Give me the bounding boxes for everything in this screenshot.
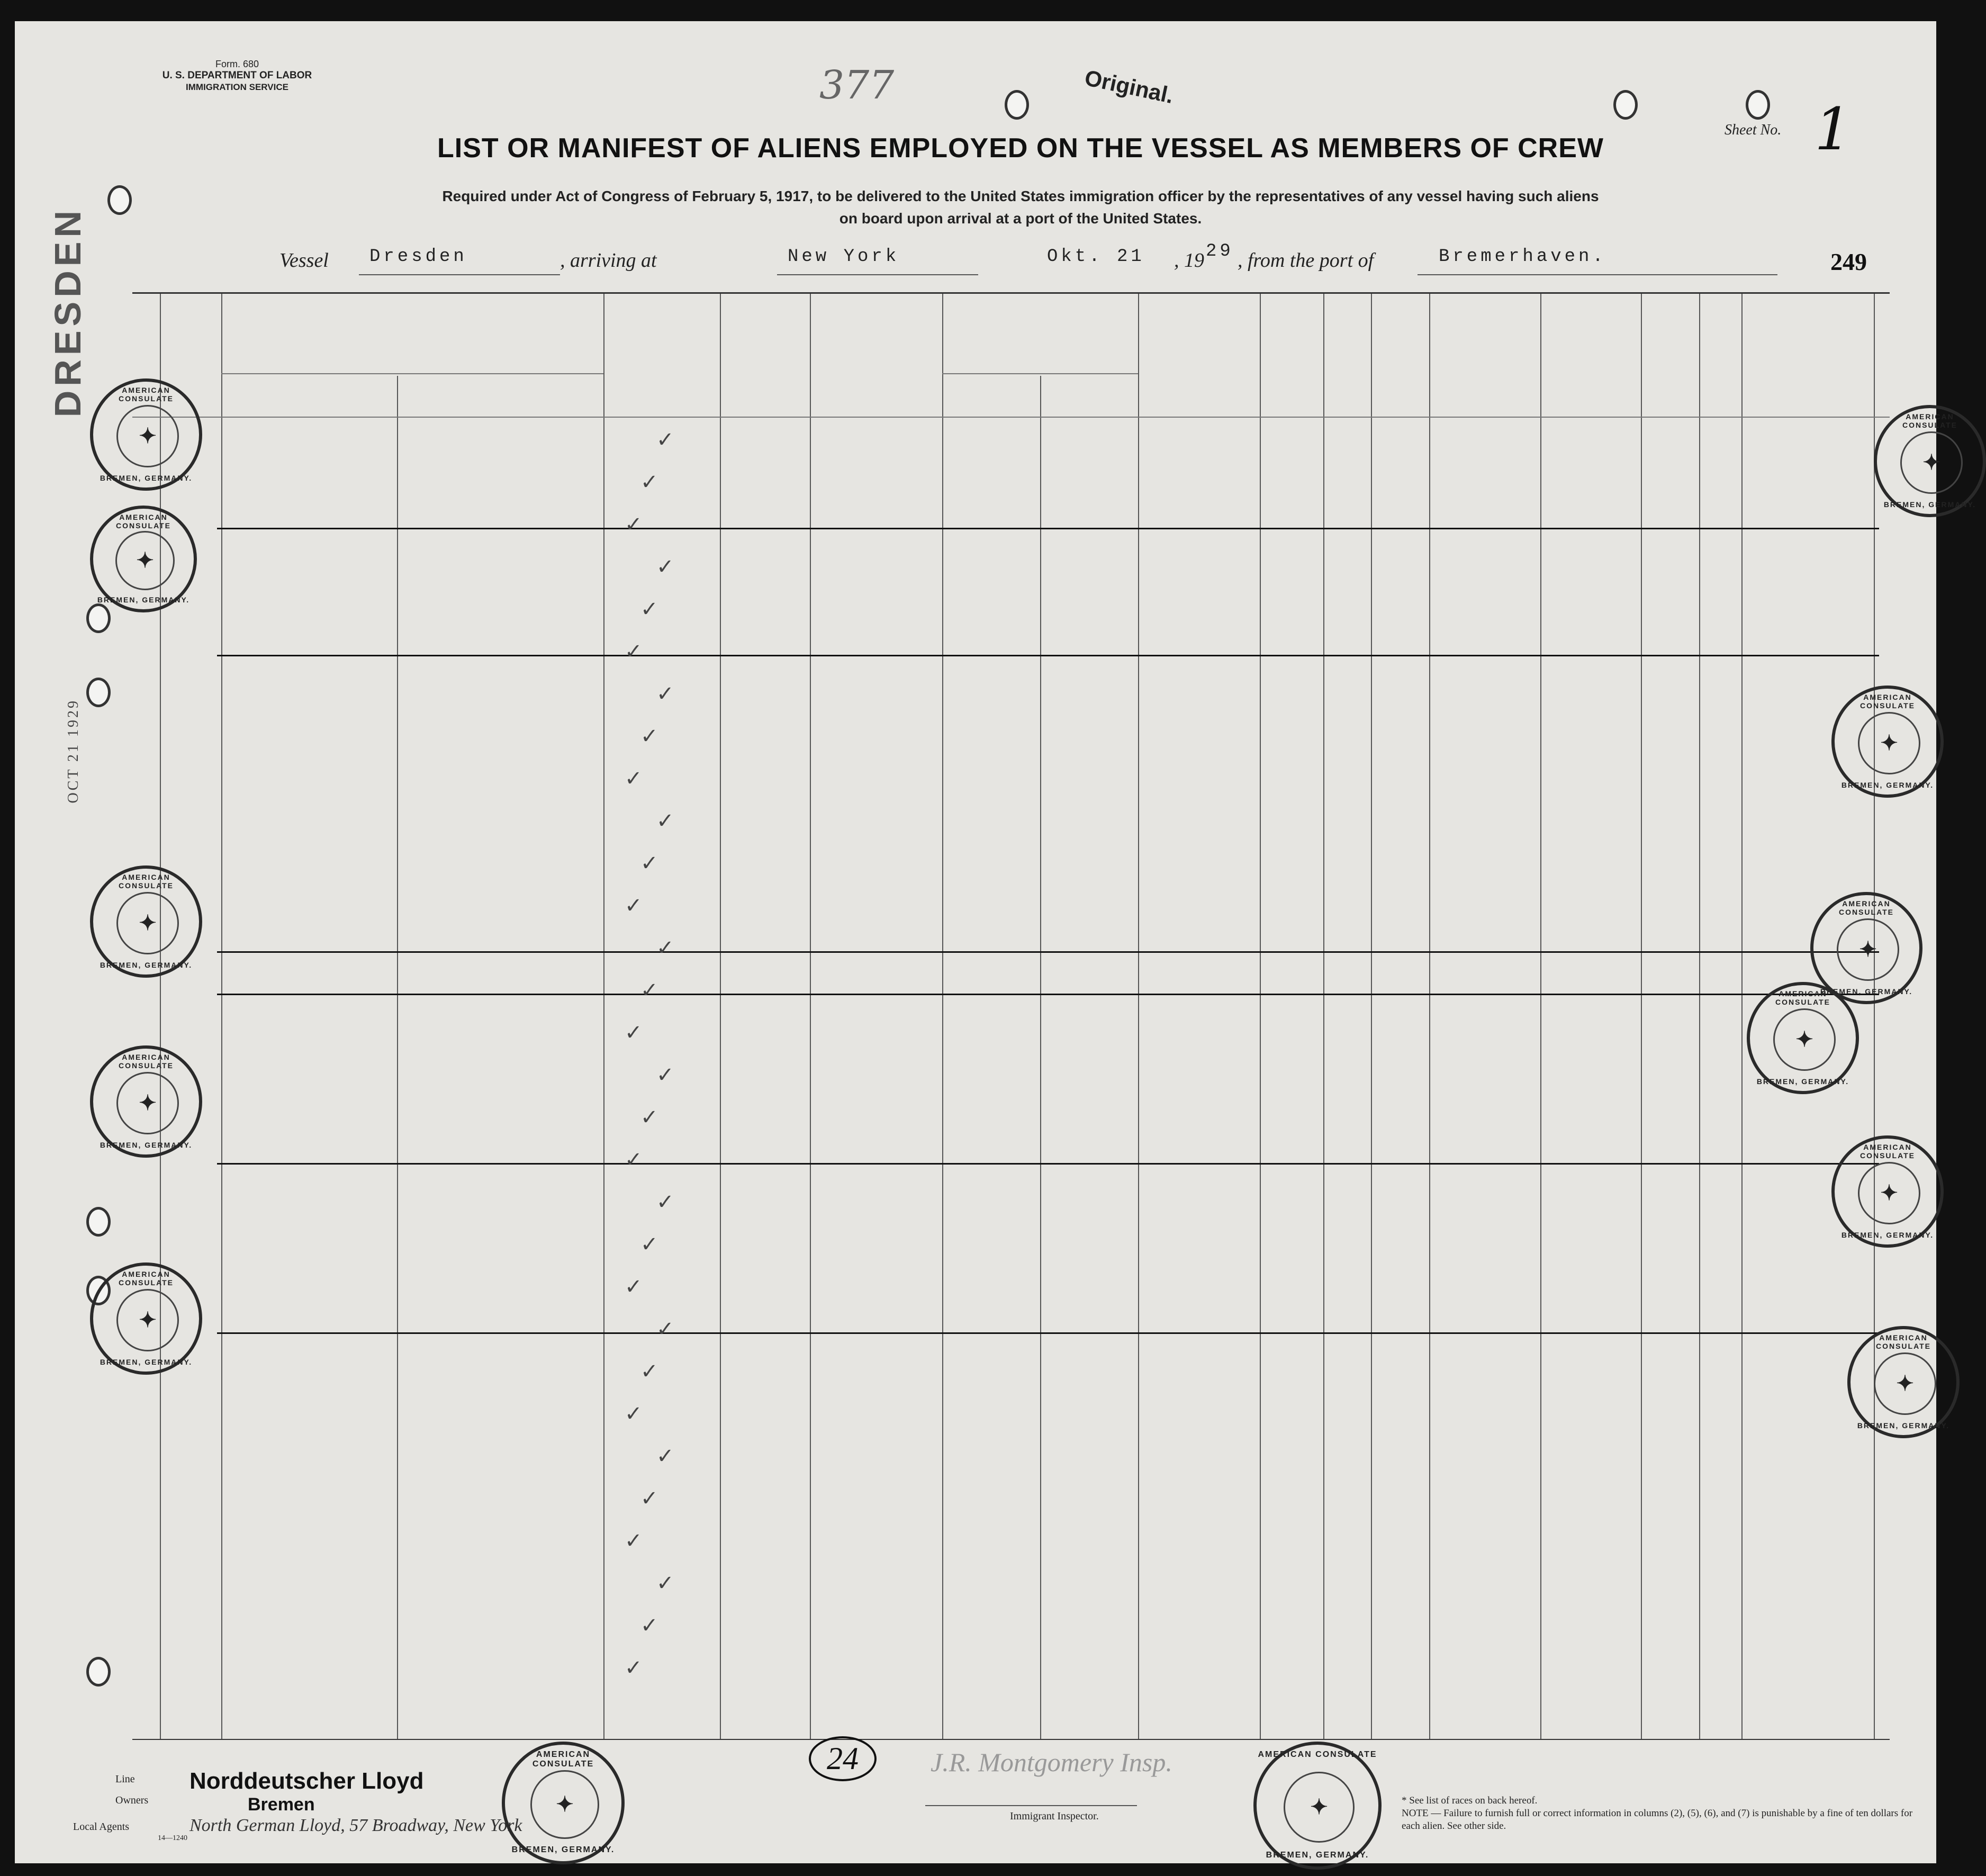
seal-text-bottom: BREMEN, GERMANY. [100, 1141, 193, 1149]
form-number: Form. 680 [215, 59, 259, 69]
eagle-emblem-icon: ✦ [1858, 1162, 1920, 1224]
consulate-seal [502, 1742, 625, 1864]
crew-count: 24 [809, 1736, 877, 1781]
seal-text-top: AMERICAN CONSULATE [1902, 412, 1958, 429]
check-mark: ✓ [625, 1529, 643, 1553]
form-header [137, 58, 338, 93]
eagle-emblem-icon: ✦ [1837, 918, 1899, 981]
strike-through-line [217, 1163, 1879, 1165]
inspector-signature-line [925, 1805, 1137, 1806]
vessel-value: Dresden [369, 247, 467, 267]
footer [15, 1736, 1936, 1863]
check-mark: ✓ [656, 1317, 674, 1341]
punch-hole [86, 678, 111, 707]
strike-through-line [217, 655, 1879, 656]
consulate-seal [1253, 1742, 1382, 1870]
arriving-underline [777, 274, 978, 275]
check-mark: ✓ [625, 512, 643, 536]
crew-table [97, 292, 1976, 1740]
form-code: 14—1240 [158, 1834, 187, 1842]
column-rule [1138, 294, 1139, 1739]
consulate-seal [1847, 1326, 1960, 1438]
consulate-seal [1831, 1135, 1944, 1248]
check-mark: ✓ [625, 894, 643, 917]
check-mark: ✓ [656, 555, 674, 579]
date-year: 29 [1206, 241, 1234, 261]
department-name: U. S. DEPARTMENT OF LABOR [162, 70, 312, 81]
seal-text-bottom: BREMEN, GERMANY. [1841, 1231, 1934, 1239]
column-rule [1323, 294, 1324, 1739]
vessel-label: Vessel [279, 249, 329, 272]
punch-hole [1746, 90, 1770, 120]
consulate-seal [90, 506, 197, 612]
seal-text-top: AMERICAN CONSULATE [118, 1053, 174, 1070]
side-date-stamp: OCT 21 1929 [65, 699, 82, 804]
agents-label: Local Agents [73, 1821, 130, 1833]
column-rule [1040, 376, 1041, 1739]
column-rule [1641, 294, 1642, 1739]
punch-hole [1613, 90, 1638, 120]
line-name: Norddeutscher Lloyd [189, 1768, 424, 1794]
consulate-seal [1747, 982, 1859, 1094]
inspector-label: Immigrant Inspector. [1010, 1810, 1099, 1822]
eagle-emblem-icon: ✦ [116, 405, 179, 467]
check-mark: ✓ [656, 936, 674, 960]
seal-text-top: AMERICAN CONSULATE [1859, 693, 1916, 710]
seal-text-bottom: BREMEN, GERMANY. [1841, 781, 1934, 789]
vessel-underline [359, 274, 560, 275]
header-rule [132, 417, 1890, 418]
from-port-value: Bremerhaven. [1439, 247, 1606, 267]
check-mark: ✓ [640, 1613, 658, 1637]
check-mark: ✓ [656, 1444, 674, 1468]
footer-note [1402, 1794, 1931, 1833]
check-mark: ✓ [625, 1148, 643, 1171]
subtitle-line-1: Required under Act of Congress of February 5, 1917, to be delivered to the United States immigration officer by the representatives of any vessel having such aliens [442, 188, 1599, 204]
check-mark: ✓ [625, 1656, 643, 1680]
eagle-emblem-icon: ✦ [1284, 1772, 1355, 1843]
column-rule [1371, 294, 1372, 1739]
arriving-value: New York [788, 247, 900, 267]
punch-hole [107, 185, 132, 215]
check-mark: ✓ [640, 1359, 658, 1383]
manifest-page [15, 21, 1976, 1863]
column-rule [397, 376, 398, 1739]
inspector-signature: J.R. Montgomery Insp. [931, 1747, 1172, 1777]
check-mark: ✓ [656, 809, 674, 833]
seal-text-bottom: BREMEN, GERMANY. [1820, 987, 1913, 996]
seal-text-bottom: BREMEN, GERMANY. [100, 961, 193, 969]
sheet-number: 1 [1815, 95, 1852, 163]
seal-text-bottom: BREMEN, GERMANY. [1857, 1421, 1950, 1430]
strike-through-line [217, 528, 1879, 529]
sheet-label: Sheet No. [1725, 122, 1782, 138]
seal-text-top: AMERICAN CONSULATE [1258, 1750, 1377, 1759]
check-mark: ✓ [640, 851, 658, 875]
check-mark: ✓ [640, 978, 658, 1002]
column-rule [720, 294, 721, 1739]
check-mark: ✓ [625, 1275, 643, 1298]
header-rule [942, 373, 1138, 374]
eagle-emblem-icon: ✦ [1773, 1008, 1836, 1071]
arriving-label: , arriving at [560, 249, 657, 272]
check-mark: ✓ [640, 724, 658, 748]
eagle-emblem-icon: ✦ [1858, 712, 1920, 774]
seal-text-bottom: BREMEN, GERMANY. [100, 474, 193, 482]
check-mark: ✓ [656, 428, 674, 452]
column-rule [1540, 294, 1541, 1739]
original-stamp: Original. [1082, 65, 1176, 109]
stamp-number: 249 [1830, 248, 1867, 275]
column-rule [1874, 294, 1875, 1739]
side-stamp: DRESDEN [47, 206, 88, 418]
strike-through-line [217, 994, 1879, 995]
seal-text-top: AMERICAN CONSULATE [1859, 1143, 1916, 1160]
seal-text-top: AMERICAN CONSULATE [118, 386, 174, 403]
from-label: , from the port of [1238, 249, 1374, 272]
seal-text-top: AMERICAN CONSULATE [1838, 899, 1894, 916]
punch-hole [1005, 90, 1029, 120]
eagle-emblem-icon: ✦ [1900, 431, 1963, 494]
column-rule [942, 294, 943, 1739]
consulate-seal [1874, 405, 1986, 517]
consulate-seal [90, 378, 202, 491]
column-rule [810, 294, 811, 1739]
subtitle [322, 185, 1719, 230]
consulate-seal [90, 1262, 202, 1375]
eagle-emblem-icon: ✦ [1874, 1352, 1936, 1415]
check-mark: ✓ [656, 682, 674, 706]
column-rule [221, 294, 222, 1739]
seal-text-top: AMERICAN CONSULATE [1775, 989, 1831, 1006]
vessel-line [279, 241, 1920, 281]
seal-text-bottom: BREMEN, GERMANY. [1756, 1077, 1849, 1086]
seal-text-bottom: BREMEN, GERMANY. [97, 596, 190, 604]
check-mark: ✓ [625, 766, 643, 790]
seal-text-top: AMERICAN CONSULATE [118, 873, 174, 890]
column-rule [1699, 294, 1700, 1739]
date-month: Okt. 21 [1047, 247, 1145, 267]
line-label: Line [115, 1773, 135, 1785]
check-mark: ✓ [640, 597, 658, 621]
check-mark: ✓ [625, 1021, 643, 1044]
seal-text-top: AMERICAN CONSULATE [1875, 1333, 1931, 1350]
penalty-note: NOTE — Failure to furnish full or correct information in columns (2), (5), (6), and (7) is punishable by a fine of ten dollars for each alien. See other side. [1402, 1808, 1913, 1832]
header-rule [221, 373, 603, 374]
date-sep: , 19 [1174, 249, 1204, 272]
column-rule [1429, 294, 1430, 1739]
column-rule [603, 294, 604, 1739]
seal-text-top: AMERICAN CONSULATE [115, 513, 171, 530]
race-note: * See list of races on back hereof. [1402, 1795, 1538, 1806]
service-name: IMMIGRATION SERVICE [186, 82, 288, 92]
check-mark: ✓ [640, 1105, 658, 1129]
strike-through-line [217, 1332, 1879, 1334]
eagle-emblem-icon: ✦ [530, 1770, 599, 1838]
seal-text-bottom: BREMEN, GERMANY. [100, 1358, 193, 1366]
eagle-emblem-icon: ✦ [116, 1072, 179, 1134]
consulate-seal [1831, 686, 1944, 798]
agents-value: North German Lloyd, 57 Broadway, New York [189, 1816, 522, 1835]
page-title: LIST OR MANIFEST OF ALIENS EMPLOYED ON THE VESSEL AS MEMBERS OF CREW [437, 133, 1604, 164]
consulate-seal [90, 865, 202, 978]
check-mark: ✓ [656, 1190, 674, 1214]
eagle-emblem-icon: ✦ [115, 531, 175, 590]
eagle-emblem-icon: ✦ [116, 1289, 179, 1351]
check-mark: ✓ [640, 470, 658, 494]
check-mark: ✓ [640, 1232, 658, 1256]
check-mark: ✓ [625, 1402, 643, 1426]
check-mark: ✓ [640, 1486, 658, 1510]
column-rule [1260, 294, 1261, 1739]
seal-text-top: AMERICAN CONSULATE [118, 1270, 174, 1287]
from-underline [1418, 274, 1777, 275]
strike-through-line [217, 951, 1879, 953]
seal-text-bottom: BREMEN, GERMANY. [511, 1845, 615, 1854]
owners-name: Bremen [248, 1794, 315, 1815]
owners-label: Owners [115, 1794, 149, 1806]
punch-hole [86, 603, 111, 633]
eagle-emblem-icon: ✦ [116, 892, 179, 954]
check-mark: ✓ [656, 1571, 674, 1595]
seal-text-bottom: BREMEN, GERMANY. [1883, 500, 1976, 509]
check-mark: ✓ [625, 639, 643, 663]
seal-text-bottom: BREMEN, GERMANY. [1266, 1851, 1369, 1860]
seal-text-top: AMERICAN CONSULATE [532, 1750, 594, 1769]
handwritten-number: 377 [819, 62, 895, 108]
punch-hole [86, 1657, 111, 1686]
consulate-seal [90, 1045, 202, 1158]
check-mark: ✓ [656, 1063, 674, 1087]
punch-hole [86, 1207, 111, 1237]
subtitle-line-2: on board upon arrival at a port of the United States. [839, 210, 1202, 227]
column-rule [1741, 294, 1743, 1739]
